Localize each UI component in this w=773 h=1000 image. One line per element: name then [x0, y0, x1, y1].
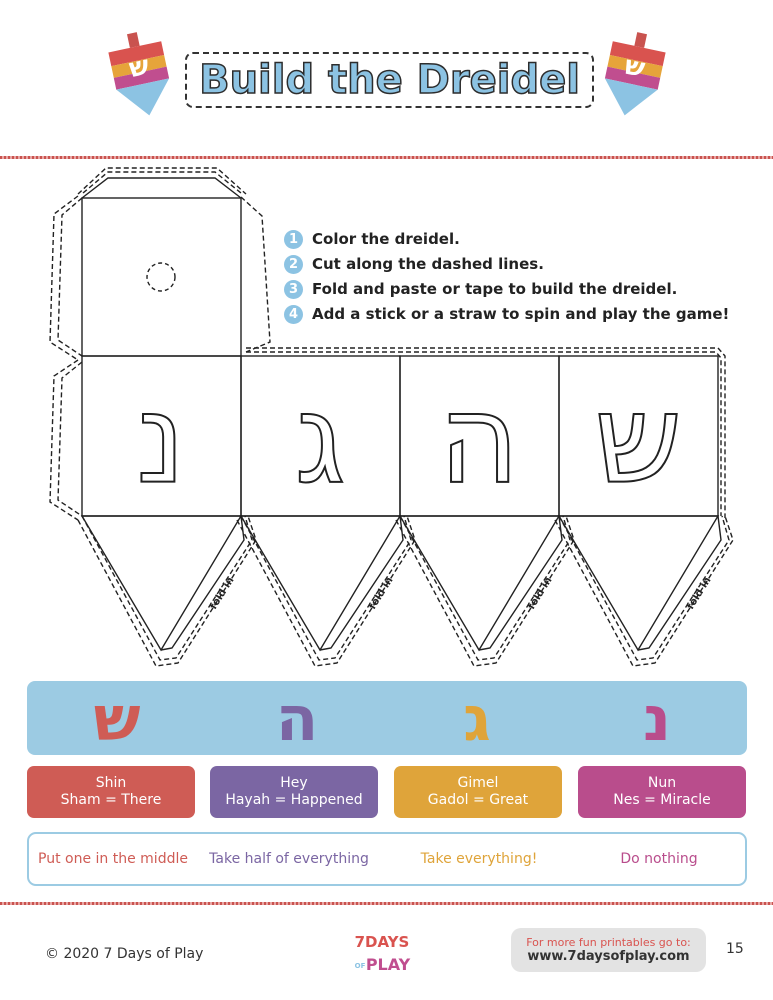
fold-label: fold in — [367, 575, 396, 612]
letter-meaning: Sham = There — [60, 792, 162, 808]
top-divider — [0, 156, 773, 159]
instruction-step — [284, 252, 729, 276]
letter-meaning: Nes = Miracle — [613, 792, 711, 808]
step-text: Add a stick or a straw to spin and play the game! — [312, 305, 730, 323]
template-letter-nun: נ — [136, 368, 186, 512]
rule-gimel: Take everything! — [420, 850, 538, 867]
7-days-of-play-logo — [350, 930, 414, 976]
instructions-list — [284, 227, 729, 327]
legend-name-nun — [578, 766, 746, 818]
copyright-text: © 2020 7 Days of Play — [45, 946, 204, 962]
legend-letter-hey: ה — [275, 681, 319, 755]
dreidel-left-icon — [106, 30, 178, 122]
dreidel-letter: ש — [622, 50, 648, 85]
step-text: Cut along the dashed lines. — [312, 255, 544, 273]
fold-label: fold in — [685, 575, 714, 612]
legend-name-shin — [27, 766, 195, 818]
rules-box — [27, 832, 747, 886]
step-text: Color the dreidel. — [312, 230, 460, 248]
step-number: 4 — [284, 305, 303, 324]
letter-name: Hey — [280, 775, 308, 791]
callout-text: For more fun printables go to: — [526, 936, 691, 949]
legend-letter-shin: ש — [93, 681, 141, 755]
instruction-step — [284, 302, 729, 326]
dreidel-right-icon — [596, 30, 668, 122]
logo-bottom: PLAY — [365, 955, 411, 974]
step-text: Fold and paste or tape to build the dreidel. — [312, 280, 678, 298]
legend-name-hey — [210, 766, 378, 818]
rule-nun: Do nothing — [620, 850, 698, 867]
logo-of: OF — [354, 962, 366, 970]
page-title-frame — [185, 52, 594, 108]
template-letter-gimel: ג — [294, 368, 346, 512]
template-letter-shin: ש — [594, 368, 682, 512]
legend-letter-gimel: ג — [463, 681, 491, 755]
dreidel-letter: ש — [126, 50, 152, 85]
instruction-step — [284, 277, 729, 301]
legend-name-gimel — [394, 766, 562, 818]
step-number: 1 — [284, 230, 303, 249]
page-number: 15 — [726, 941, 744, 957]
letter-name: Nun — [647, 775, 677, 791]
step-number: 2 — [284, 255, 303, 274]
bottom-divider — [0, 902, 773, 905]
website-callout[interactable] — [511, 928, 706, 972]
fold-label: fold in — [208, 575, 237, 612]
letter-meaning: Gadol = Great — [427, 792, 529, 808]
rule-hey: Take half of everything — [209, 850, 369, 867]
legend-letter-nun: נ — [642, 681, 672, 755]
letter-name: Shin — [95, 775, 127, 791]
logo-top: 7DAYS — [354, 933, 410, 951]
letter-meaning: Hayah = Happened — [225, 792, 363, 808]
template-letter-hey: ה — [438, 368, 520, 512]
letters-bar — [27, 681, 747, 755]
instruction-step — [284, 227, 729, 251]
step-number: 3 — [284, 280, 303, 299]
website-link[interactable]: www.7daysofplay.com — [527, 949, 690, 964]
rule-shin: Put one in the middle — [38, 850, 188, 867]
fold-label: fold in — [526, 575, 555, 612]
letter-name: Gimel — [457, 775, 499, 791]
page-title: Build the Dreidel — [199, 57, 580, 103]
